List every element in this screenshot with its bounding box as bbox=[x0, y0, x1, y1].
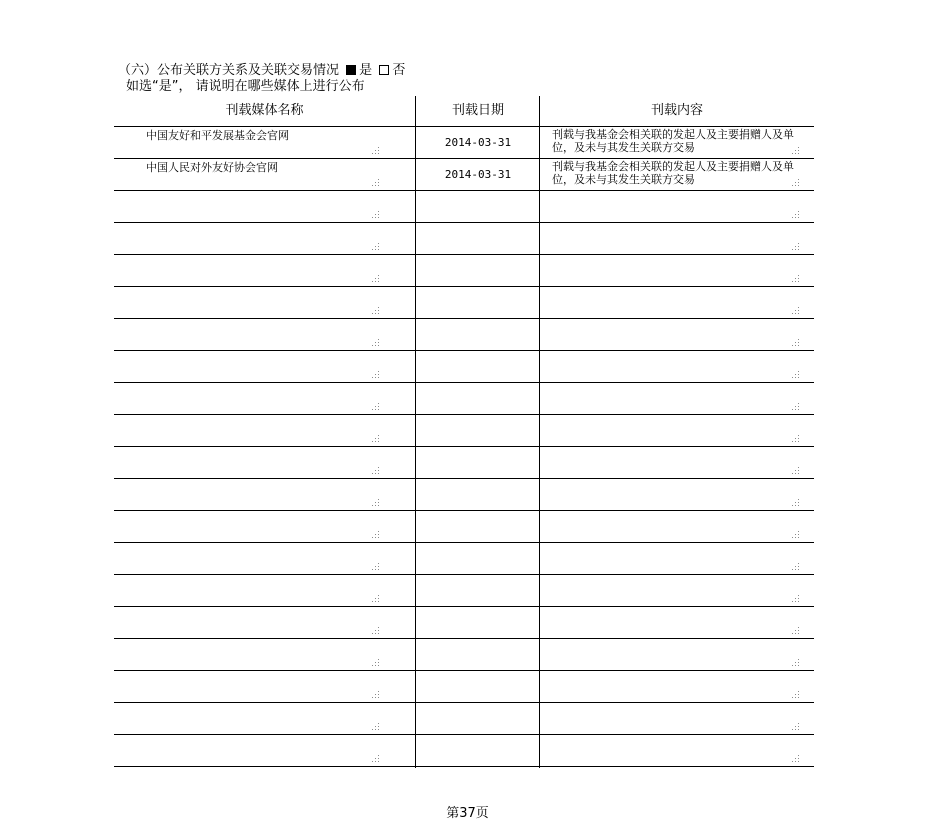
resize-grip-icon bbox=[792, 627, 800, 635]
publish-date-cell[interactable] bbox=[416, 671, 540, 702]
resize-grip-icon bbox=[792, 723, 800, 731]
publish-date-cell[interactable] bbox=[416, 511, 540, 542]
resize-grip-icon bbox=[372, 531, 380, 539]
resize-grip-icon bbox=[372, 755, 380, 763]
publish-date-cell[interactable] bbox=[416, 319, 540, 350]
publish-date-cell[interactable] bbox=[416, 191, 540, 222]
publish-date-cell[interactable] bbox=[416, 351, 540, 382]
publish-date-cell[interactable] bbox=[416, 575, 540, 606]
header-date: 刊载日期 bbox=[451, 103, 504, 118]
resize-grip-icon bbox=[792, 755, 800, 763]
publish-content-cell[interactable]: 刊载与我基金会相关联的发起人及主要捐赠人及单位，及未与其发生关联方交易 bbox=[552, 128, 794, 154]
resize-grip-icon bbox=[792, 307, 800, 315]
no-label: 否 bbox=[392, 63, 406, 78]
resize-grip-icon bbox=[372, 211, 380, 219]
resize-grip-icon bbox=[792, 339, 800, 347]
table-header bbox=[114, 96, 814, 127]
publish-date-cell[interactable]: 2014-03-31 bbox=[444, 136, 512, 149]
table-row bbox=[114, 671, 814, 703]
publish-date-cell[interactable] bbox=[416, 543, 540, 574]
yes-checkbox[interactable] bbox=[346, 65, 356, 75]
resize-grip-icon bbox=[372, 403, 380, 411]
publish-date-cell[interactable] bbox=[416, 479, 540, 510]
resize-grip-icon bbox=[372, 499, 380, 507]
table-row bbox=[114, 639, 814, 671]
table-row bbox=[114, 351, 814, 383]
table-row bbox=[114, 287, 814, 319]
publish-date-cell[interactable] bbox=[416, 735, 540, 766]
resize-grip-icon bbox=[372, 275, 380, 283]
table-row bbox=[114, 511, 814, 543]
column-divider bbox=[539, 96, 540, 768]
resize-grip-icon bbox=[792, 179, 800, 187]
table-row bbox=[114, 255, 814, 287]
resize-grip-icon bbox=[792, 691, 800, 699]
no-checkbox[interactable] bbox=[379, 65, 389, 75]
publish-date-cell[interactable] bbox=[416, 703, 540, 734]
resize-grip-icon bbox=[792, 531, 800, 539]
table-row bbox=[114, 735, 814, 767]
resize-grip-icon bbox=[792, 435, 800, 443]
resize-grip-icon bbox=[372, 243, 380, 251]
publish-date-cell[interactable] bbox=[416, 223, 540, 254]
resize-grip-icon bbox=[792, 499, 800, 507]
resize-grip-icon bbox=[792, 147, 800, 155]
table-row bbox=[114, 447, 814, 479]
header-content: 刊载内容 bbox=[650, 103, 703, 118]
resize-grip-icon bbox=[372, 371, 380, 379]
resize-grip-icon bbox=[372, 467, 380, 475]
table-row bbox=[114, 575, 814, 607]
page-number: 第37页 bbox=[446, 806, 489, 821]
resize-grip-icon bbox=[792, 595, 800, 603]
publish-date-cell[interactable] bbox=[416, 287, 540, 318]
publish-date-cell[interactable] bbox=[416, 415, 540, 446]
publish-date-cell[interactable] bbox=[416, 639, 540, 670]
table-row bbox=[114, 415, 814, 447]
table-row bbox=[114, 223, 814, 255]
table-row bbox=[114, 383, 814, 415]
media-name-cell[interactable]: 中国人民对外友好协会官网 bbox=[146, 161, 278, 174]
resize-grip-icon bbox=[792, 243, 800, 251]
resize-grip-icon bbox=[372, 691, 380, 699]
table-row bbox=[114, 159, 814, 191]
resize-grip-icon bbox=[372, 307, 380, 315]
resize-grip-icon bbox=[372, 179, 380, 187]
publish-date-cell[interactable] bbox=[416, 255, 540, 286]
resize-grip-icon bbox=[372, 595, 380, 603]
header-media: 刊载媒体名称 bbox=[225, 103, 304, 118]
media-name-cell[interactable]: 中国友好和平发展基金会官网 bbox=[146, 129, 289, 142]
resize-grip-icon bbox=[792, 403, 800, 411]
column-divider bbox=[415, 96, 416, 768]
resize-grip-icon bbox=[372, 435, 380, 443]
table-row bbox=[114, 543, 814, 575]
resize-grip-icon bbox=[372, 627, 380, 635]
publish-date-cell[interactable] bbox=[416, 383, 540, 414]
resize-grip-icon bbox=[792, 563, 800, 571]
resize-grip-icon bbox=[372, 723, 380, 731]
resize-grip-icon bbox=[372, 563, 380, 571]
table-row bbox=[114, 191, 814, 223]
table-row bbox=[114, 319, 814, 351]
resize-grip-icon bbox=[792, 211, 800, 219]
section-subheading: 如选“是”， 请说明在哪些媒体上进行公布 bbox=[126, 79, 365, 94]
table-row bbox=[114, 607, 814, 639]
resize-grip-icon bbox=[372, 339, 380, 347]
publish-date-cell[interactable] bbox=[416, 447, 540, 478]
publish-date-cell[interactable]: 2014-03-31 bbox=[444, 168, 512, 181]
yes-label: 是 bbox=[359, 63, 373, 78]
table-row bbox=[114, 127, 814, 159]
section-heading bbox=[118, 63, 405, 79]
resize-grip-icon bbox=[792, 275, 800, 283]
publish-date-cell[interactable] bbox=[416, 607, 540, 638]
table-row bbox=[114, 479, 814, 511]
resize-grip-icon bbox=[792, 467, 800, 475]
resize-grip-icon bbox=[372, 659, 380, 667]
section-heading-text: （六）公布关联方关系及关联交易情况 bbox=[118, 63, 340, 78]
resize-grip-icon bbox=[372, 147, 380, 155]
publish-content-cell[interactable]: 刊载与我基金会相关联的发起人及主要捐赠人及单位，及未与其发生关联方交易 bbox=[552, 160, 794, 186]
resize-grip-icon bbox=[792, 371, 800, 379]
resize-grip-icon bbox=[792, 659, 800, 667]
table-row bbox=[114, 703, 814, 735]
